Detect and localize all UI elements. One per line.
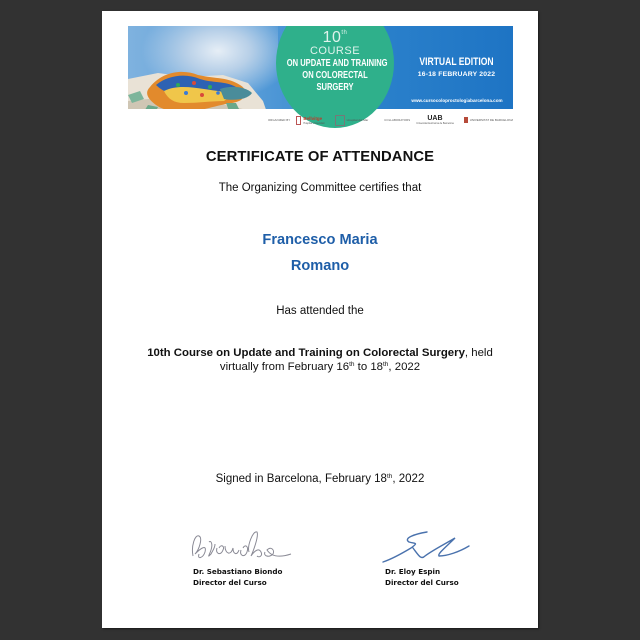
course-word: COURSE xyxy=(309,45,361,57)
ub-mark-icon xyxy=(464,117,468,123)
edition-label: VIRTUAL EDITION xyxy=(419,56,494,68)
collaborators-label: COLLABORATORS xyxy=(384,118,411,122)
bellvitge-logo: Bellvitge Hospital Universitari xyxy=(296,116,324,125)
certificate-subtitle: The Organizing Committee certifies that xyxy=(218,182,422,194)
uab-logo: UAB Universitat Autònoma de Barcelona xyxy=(416,115,454,125)
course-description: 10th Course on Update and Training on Colorectal Surgery, held virtually from February 16th to 18th, 2022 xyxy=(147,347,493,373)
sponsor-logos xyxy=(268,111,513,129)
signatory-1-name: Dr. Sebastiano Biondo xyxy=(193,567,283,576)
recipient-last-name: Romano xyxy=(290,258,350,274)
bellvitge-mark-icon xyxy=(296,116,301,125)
attended-text: Has attended the xyxy=(276,305,364,317)
signature-block-espin xyxy=(379,526,519,588)
course-title-line-1: ON UPDATE AND TRAINING xyxy=(286,57,388,69)
signatory-2-role: Director del Curso xyxy=(385,578,459,587)
signature-espin-icon xyxy=(369,526,489,566)
hospital-del-mar-logo: Hospital del Mar xyxy=(335,115,369,126)
signature-block-biondo xyxy=(187,526,327,588)
course-website: www.cursocoloproctologiabarcelona.com xyxy=(411,98,503,103)
gaudi-lizard-image xyxy=(128,61,273,109)
course-dates: 16-18 FEBRUARY 2022 xyxy=(417,71,496,78)
course-circle-text xyxy=(268,26,402,93)
course-title-line-3: SURGERY xyxy=(316,81,354,93)
signatory-1-role: Director del Curso xyxy=(193,578,267,587)
ub-logo: UNIVERSITAT DE BARCELONA xyxy=(464,117,513,123)
course-name: 10th Course on Update and Training on Colorectal Surgery xyxy=(147,347,465,359)
hospital-del-mar-mark-icon xyxy=(335,115,345,126)
organized-by-label: ORGANIZED BY xyxy=(268,118,291,122)
signed-location-date: Signed in Barcelona, February 18th, 2022 xyxy=(215,473,425,485)
certificate-page xyxy=(102,11,538,628)
recipient-first-name: Francesco Maria xyxy=(262,232,378,248)
certificate-title: CERTIFICATE OF ATTENDANCE xyxy=(205,149,435,165)
course-title-line-2: ON COLORECTAL xyxy=(302,69,368,81)
signatory-2-name: Dr. Eloy Espin xyxy=(385,567,441,576)
signature-biondo-icon xyxy=(187,526,307,566)
course-number: 10th xyxy=(322,29,348,46)
edition-info xyxy=(404,56,509,78)
course-banner xyxy=(128,26,513,130)
